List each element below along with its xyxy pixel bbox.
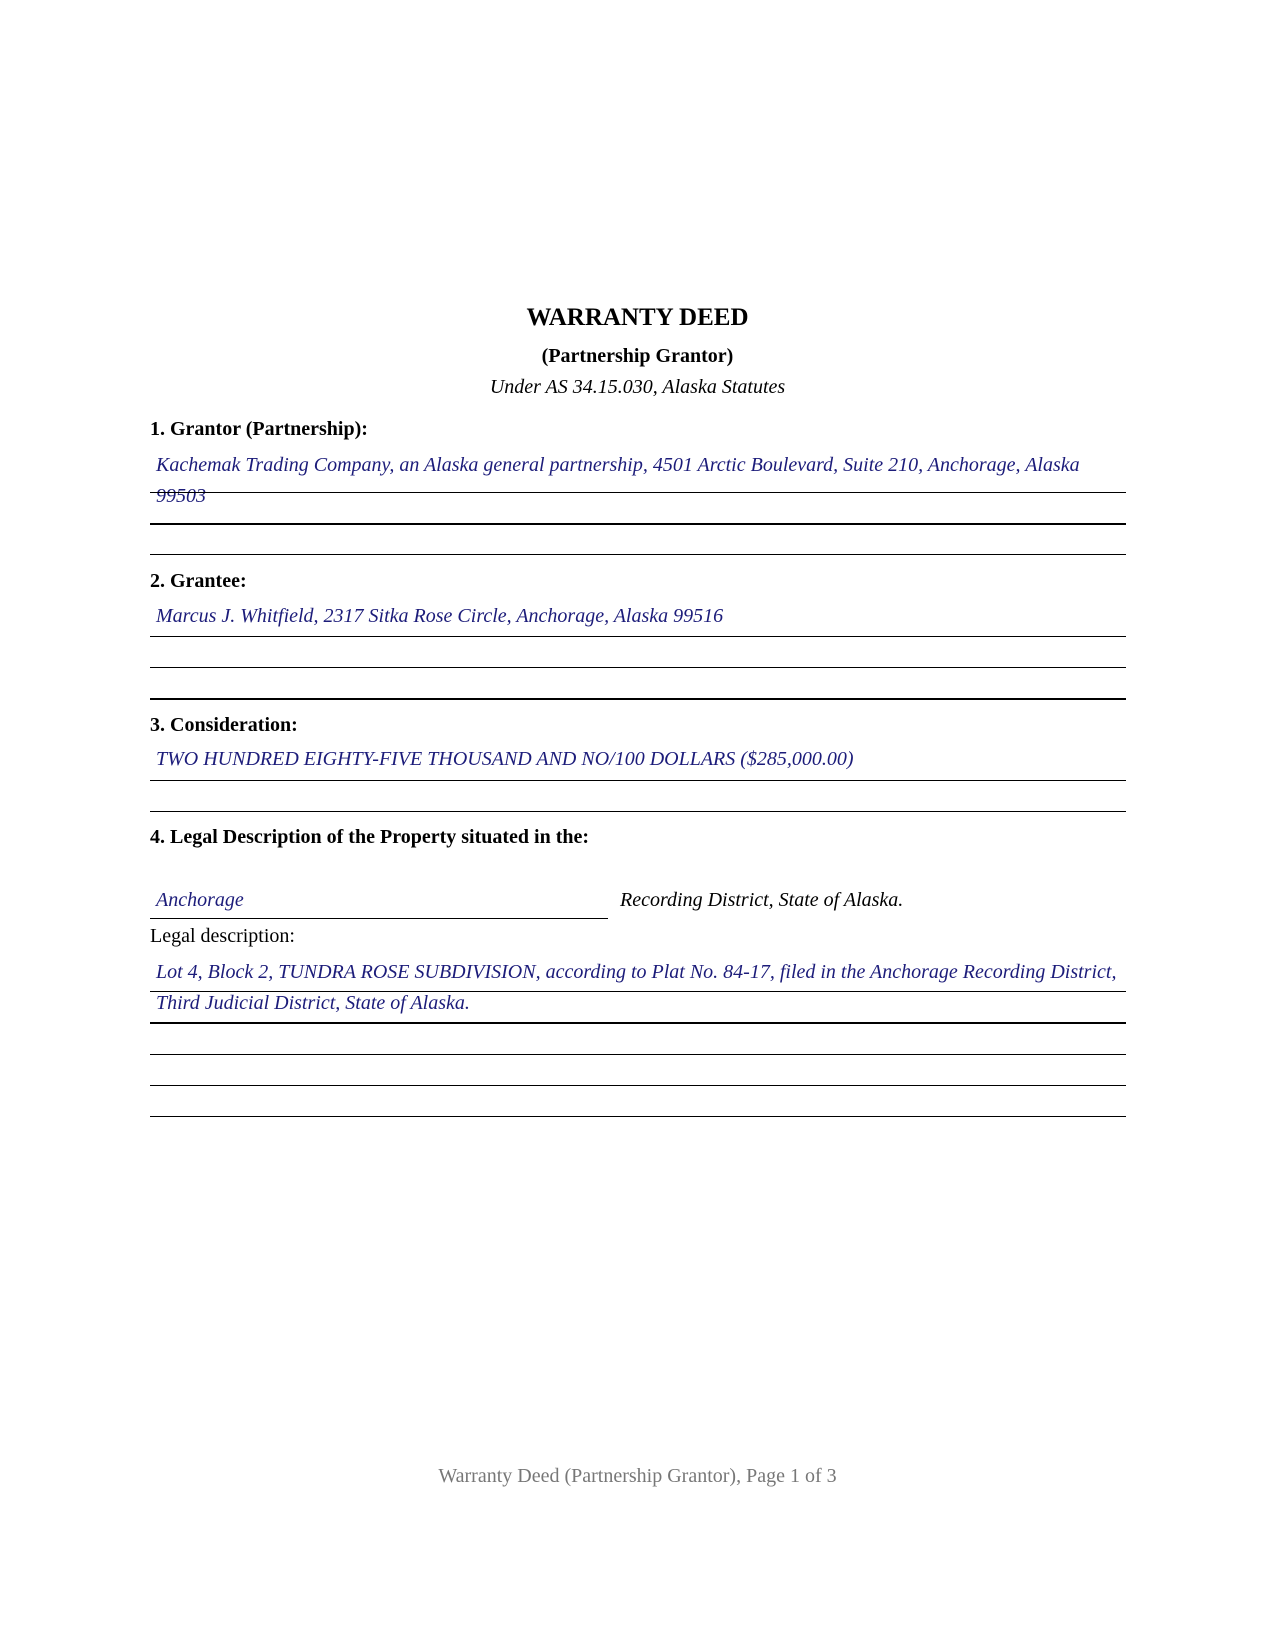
grantor-line-1	[150, 492, 1126, 493]
consideration-field[interactable]: TWO HUNDRED EIGHTY-FIVE THOUSAND AND NO/100 DOLLARS ($285,000.00)	[156, 748, 854, 770]
grantee-line-1	[150, 636, 1126, 637]
legal-description-line-2	[150, 1022, 1126, 1024]
recording-district-line	[150, 918, 608, 919]
legal-description-field[interactable]: Lot 4, Block 2, TUNDRA ROSE SUBDIVISION, according to Plat No. 84-17, filed in the Anchorage Recording District, Third Judicial District, State of Alaska.	[156, 961, 1117, 1014]
consideration-line-1	[150, 780, 1126, 781]
legal-description-line-5	[150, 1116, 1126, 1117]
grantee-line-3	[150, 698, 1126, 700]
grantee-field[interactable]: Marcus J. Whitfield, 2317 Sitka Rose Circle, Anchorage, Alaska 99516	[156, 605, 724, 627]
document-title: WARRANTY DEED	[526, 304, 749, 331]
document-subtitle: (Partnership Grantor)	[541, 345, 734, 367]
page-footer: Warranty Deed (Partnership Grantor), Page 1 of 3	[438, 1465, 837, 1487]
grantor-field[interactable]: Kachemak Trading Company, an Alaska general partnership, 4501 Arctic Boulevard, Suite 210, Anchorage, Alaska 99503	[156, 454, 1080, 507]
consideration-heading: 3. Consideration:	[150, 714, 298, 736]
legal-description-line-3	[150, 1054, 1126, 1055]
legal-description-heading: 4. Legal Description of the Property situated in the:	[150, 826, 590, 848]
grantee-line-2	[150, 667, 1126, 668]
grantee-heading: 2. Grantee:	[150, 570, 247, 592]
recording-district-field[interactable]: Anchorage	[156, 889, 244, 911]
grantor-heading: 1. Grantor (Partnership):	[150, 418, 368, 440]
legal-description-line-4	[150, 1085, 1126, 1086]
grantor-line-2	[150, 523, 1126, 525]
recording-district-suffix: Recording District, State of Alaska.	[620, 889, 904, 911]
legal-description-label: Legal description:	[150, 925, 295, 947]
grantor-line-3	[150, 554, 1126, 555]
consideration-line-2	[150, 811, 1126, 812]
statute-reference: Under AS 34.15.030, Alaska Statutes	[489, 376, 786, 398]
legal-description-line-1	[150, 991, 1126, 992]
